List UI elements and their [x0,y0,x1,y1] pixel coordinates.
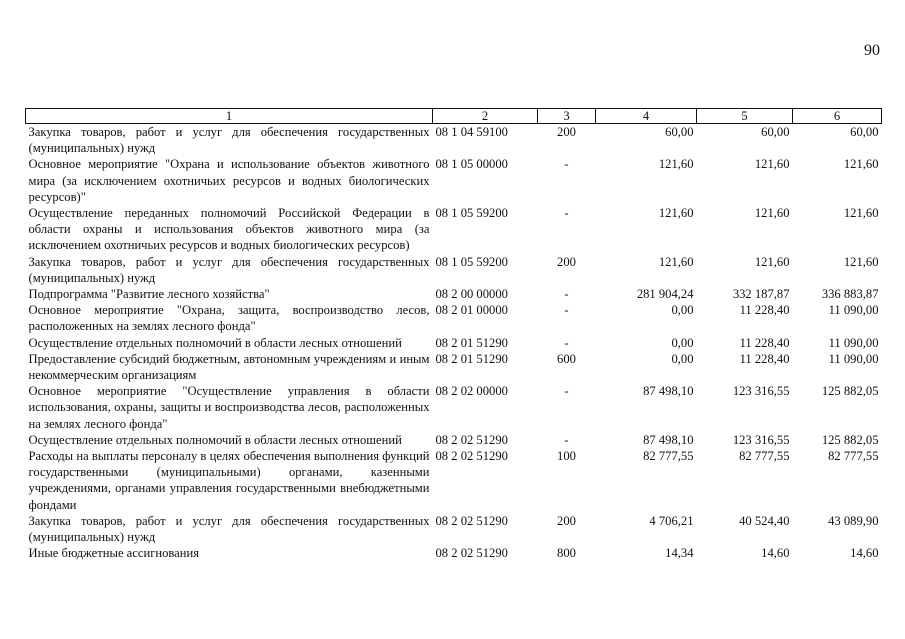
amount-col-6: 14,60 [850,546,879,561]
column-header: 6 [793,109,882,124]
budget-code: 08 2 01 51290 [435,335,508,350]
item-name: Осуществление отдельных полномочий в области лесных отношений [28,335,402,350]
table-row [26,545,882,561]
budget-code: 08 1 05 59200 [435,254,508,269]
table-row [26,156,882,205]
table-row [26,335,882,351]
budget-code: 08 2 02 51290 [435,432,508,447]
table-row [26,286,882,302]
amount-col-5: 123 316,55 [732,384,790,399]
amount-col-5: 121,60 [754,157,790,172]
amount-col-5: 11 228,40 [739,335,790,350]
table-row [26,254,882,286]
expense-type: 200 [557,125,576,139]
budget-code: 08 2 02 00000 [435,384,508,399]
amount-col-5: 82 777,55 [739,449,790,464]
amount-col-6: 11 090,00 [828,351,879,366]
expense-type: - [564,206,569,221]
item-name: Расходы на выплаты персоналу в целях обеспечения выполнения функций государственными (муниципальными) органами, казенными учреждениями, органами управления государственными внебюджетными фондами [28,449,430,512]
expense-type: 800 [557,546,576,561]
item-name: Основное мероприятие "Осуществление управления в области использования, охраны, защиты и воспроизводства лесов, расположенных на землях лесного фонда" [28,384,430,431]
expense-type: - [564,303,569,318]
expense-type: 100 [557,449,576,464]
item-name: Подпрограмма "Развитие лесного хозяйства" [28,287,270,302]
amount-col-4: 4 706,21 [649,513,694,528]
amount-col-4: 0,00 [671,351,694,366]
amount-col-4: 121,60 [658,206,694,221]
amount-col-5: 121,60 [754,206,790,221]
item-name: Закупка товаров, работ и услуг для обеспечения государственных (муниципальных) нужд [28,254,430,285]
item-name: Предоставление субсидий бюджетным, автономным учреждениям и иным некоммерческим организациям [28,351,430,383]
table-row [26,205,882,254]
amount-col-5: 121,60 [754,254,790,269]
table-row [26,351,882,383]
item-name: Осуществление переданных полномочий Российской Федерации в области охраны и использования объектов животного мира (за исключением охотничьих ресурсов и водных биологических ресурсов) [28,206,430,253]
budget-code: 08 2 02 51290 [435,546,508,561]
table-row [26,124,882,157]
budget-code: 08 2 01 00000 [435,303,508,318]
amount-col-6: 121,60 [843,206,879,221]
item-name: Закупка товаров, работ и услуг для обеспечения государственных (муниципальных) нужд [28,125,430,156]
amount-col-5: 40 524,40 [739,513,790,528]
budget-code: 08 1 05 00000 [435,157,508,172]
table-row [26,432,882,448]
budget-code: 08 2 02 51290 [435,449,508,464]
amount-col-4: 87 498,10 [643,384,694,399]
expense-type: - [564,157,569,172]
budget-code: 08 2 00 00000 [435,287,508,302]
table-row [26,513,882,545]
column-header: 3 [538,109,596,124]
amount-col-4: 87 498,10 [643,432,694,447]
budget-code: 08 1 05 59200 [435,206,508,221]
budget-code: 08 2 01 51290 [435,351,508,366]
expense-type: - [564,432,569,447]
amount-col-6: 125 882,05 [821,432,879,447]
amount-col-5: 11 228,40 [739,303,790,318]
table-header-row [26,109,882,124]
expense-type: - [564,335,569,350]
column-header: 1 [26,109,433,124]
amount-col-4: 82 777,55 [643,449,694,464]
amount-col-6: 11 090,00 [828,335,879,350]
amount-col-4: 0,00 [671,303,694,318]
column-header: 2 [433,109,538,124]
expense-type: - [564,287,569,302]
amount-col-6: 82 777,55 [828,449,879,464]
expense-type: 200 [557,513,576,528]
budget-code: 08 1 04 59100 [435,125,508,139]
expense-type: - [564,384,569,399]
budget-code: 08 2 02 51290 [435,513,508,528]
amount-col-5: 14,60 [761,546,790,561]
item-name: Иные бюджетные ассигнования [28,546,200,561]
amount-col-5: 11 228,40 [739,351,790,366]
expense-type: 200 [557,254,576,269]
amount-col-5: 332 187,87 [732,287,790,302]
amount-col-5: 123 316,55 [732,432,790,447]
amount-col-5: 60,00 [761,125,790,139]
amount-col-6: 121,60 [843,157,879,172]
amount-col-4: 60,00 [665,125,694,139]
amount-col-4: 14,34 [665,546,694,561]
page-number: 90 [864,42,880,59]
amount-col-4: 281 904,24 [636,287,694,302]
item-name: Закупка товаров, работ и услуг для обеспечения государственных (муниципальных) нужд [28,513,430,545]
amount-col-4: 121,60 [658,254,694,269]
amount-col-6: 121,60 [843,254,879,269]
expense-type: 600 [557,351,576,366]
table-row [26,302,882,334]
amount-col-6: 336 883,87 [821,287,879,302]
amount-col-6: 11 090,00 [828,303,879,318]
item-name: Основное мероприятие "Охрана, защита, воспроизводство лесов, расположенных на землях лесного фонда" [28,303,430,334]
table-row [26,383,882,432]
amount-col-4: 0,00 [671,335,694,350]
amount-col-6: 125 882,05 [821,384,879,399]
item-name: Осуществление отдельных полномочий в области лесных отношений [28,432,402,447]
amount-col-6: 43 089,90 [828,513,879,528]
budget-table [25,108,882,561]
table-row [26,448,882,513]
amount-col-4: 121,60 [658,157,694,172]
column-header: 4 [596,109,697,124]
column-header: 5 [697,109,793,124]
item-name: Основное мероприятие "Охрана и использование объектов животного мира (за исключением охотничьих ресурсов и водных биологических ресурсов)" [28,157,430,204]
amount-col-6: 60,00 [850,125,879,139]
